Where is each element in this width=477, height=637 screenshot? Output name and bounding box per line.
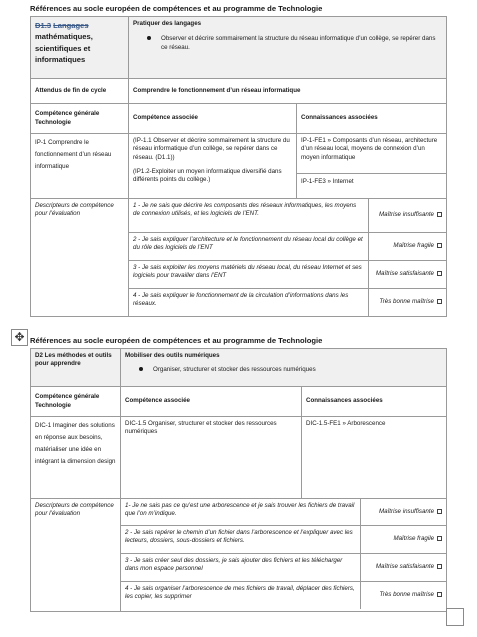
associee-cell: DIC-1.5 Organiser, structurer et stocker des ressources numériques [121,417,302,499]
practice-bullet: Observer et décrire sommairement la structure du réseau informatique d’un collège, se repérer dans ce réseau. [161,35,436,51]
associee-1: (IP-1.1 Observer et décrire sommairement la structure du réseau informatique d’un collège, se repérer dans ce réseau. (D1.1)) [133,137,290,161]
level-1-text: 1 - Je ne sais que décrire les composants des réseaux informatiques, les moyens de connexion utilisés, et les logiciels de l’ENT. [129,199,368,232]
domain-cell [31,17,129,79]
competence-cell: DIC-1 Imaginer des solutions en réponse aux besoins, matérialiser une idée en intégrant la dimension design [31,417,121,499]
practice-title: Pratiquer des langages [133,20,202,27]
head-associee: Compétence associée [121,387,302,417]
levels-table [129,199,446,316]
level-3-text: 3 - Je sais créer seul des dossiers, je sais ajouter des fichiers et les télécharger dans mon espace personnel [121,553,360,581]
level-1-choice[interactable]: Maîtrise insuffisante [360,499,446,525]
resize-box-icon[interactable] [446,608,464,626]
practice-title: Mobiliser des outils numériques [125,352,220,359]
checkbox-icon[interactable] [437,271,442,276]
level-3-text: 3 - Je sais exploiter les moyens matériels du réseau local, du réseau Internet et ses logiciels pour travailler dans l’ENT [129,260,368,288]
level-2-text: 2 - Je sais expliquer l’architecture et le fonctionnement du réseau local du collège et du rôle des logiciels de l’ENT [129,232,368,260]
head-competence: Compétence générale Technologie [31,104,129,134]
level-1-text: 1- Je ne sais pas ce qu’est une arborescence et je sais trouver les fichiers de travail que l’on m’indique. [121,499,360,525]
head-connaissances: Connaissances associées [297,104,447,134]
connaissance-2: IP-1-FE3 » Internet [301,178,354,185]
descripteurs-label: Descripteurs de compétence pour l’évaluation [31,199,129,317]
connaissances-cell [297,134,447,199]
practice-cell [121,349,447,387]
descripteurs-cell [121,499,447,612]
level-4-text: 4 - Je sais organiser l’arborescence de mes fichiers de travail, déplacer des fichiers, les copier, les supprimer [125,584,355,600]
domain-cell: D2 Les méthodes et outils pour apprendre [31,349,121,387]
connaissances-cell: DIC-1.5-FE1 » Arborescence [302,417,447,499]
attendu-value: Comprendre le fonctionnement d’un réseau informatique [129,79,447,104]
head-competence: Compétence générale Technologie [31,387,121,417]
section2-title: Références au socle européen de compétences et au programme de Technologie [30,336,323,345]
attendu-label: Attendus de fin de cycle [31,79,129,104]
practice-bullet: Organiser, structurer et stocker des ressources numériques [153,366,316,374]
associee-2: (IP1.2-Exploiter un moyen informatique diversifié dans différents points du collège.) [133,168,282,184]
descripteurs-label: Descripteurs de compétence pour l’évaluation [31,499,121,612]
domain-strike: Langages [53,21,89,30]
section1-title: Références au socle européen de compétences et au programme de Technologie [30,4,323,13]
head-associee: Compétence associée [129,104,297,134]
associee-cell [129,134,297,199]
level-2-choice[interactable]: Maîtrise fragile [368,232,446,260]
level-3-choice[interactable]: Maîtrise satisfaisante [360,553,446,581]
level-2-choice[interactable]: Maîtrise fragile [360,525,446,553]
domain-code: D1.3 [35,21,52,30]
move-arrows-icon[interactable]: ✥ [11,329,28,346]
level-4-text: 4 - Je sais expliquer le fonctionnement de la circulation d’informations dans les réseaux. [133,291,349,307]
competence-cell: IP-1 Comprendre le fonctionnement d’un réseau informatique [31,134,129,199]
level-3-choice[interactable]: Maîtrise satisfaisante [368,260,446,288]
checkbox-icon[interactable] [437,564,442,569]
head-connaissances: Connaissances associées [302,387,447,417]
domain-label: mathématiques, scientifiques et informatiques [35,32,93,65]
checkbox-icon[interactable] [437,509,442,514]
checkbox-icon[interactable] [437,299,442,304]
connaissance-1: IP-1-FE1 » Composants d’un réseau, architecture d’un réseau local, moyens de connexion d’un moyen informatique [297,134,446,174]
level-2-text: 2 - Je sais repérer le chemin d’un fichier dans l’arborescence et l’expliquer avec les lecteurs, dossiers, sous-dossiers et fichiers. [121,525,360,553]
checkbox-icon[interactable] [437,536,442,541]
bullet-icon [139,367,143,371]
checkbox-icon[interactable] [437,243,442,248]
checkbox-icon[interactable] [437,212,442,217]
level-1-choice[interactable]: Maîtrise insuffisante [368,199,446,232]
section1-table [30,16,447,317]
level-4-choice[interactable]: Très bonne maîtrise [360,581,446,609]
level-4-choice[interactable]: Très bonne maîtrise [368,288,446,316]
checkbox-icon[interactable] [437,592,442,597]
descripteurs-cell [129,199,447,317]
bullet-icon [147,36,151,40]
section2-table [30,348,447,612]
practice-cell [129,17,447,79]
levels-table [121,499,446,609]
